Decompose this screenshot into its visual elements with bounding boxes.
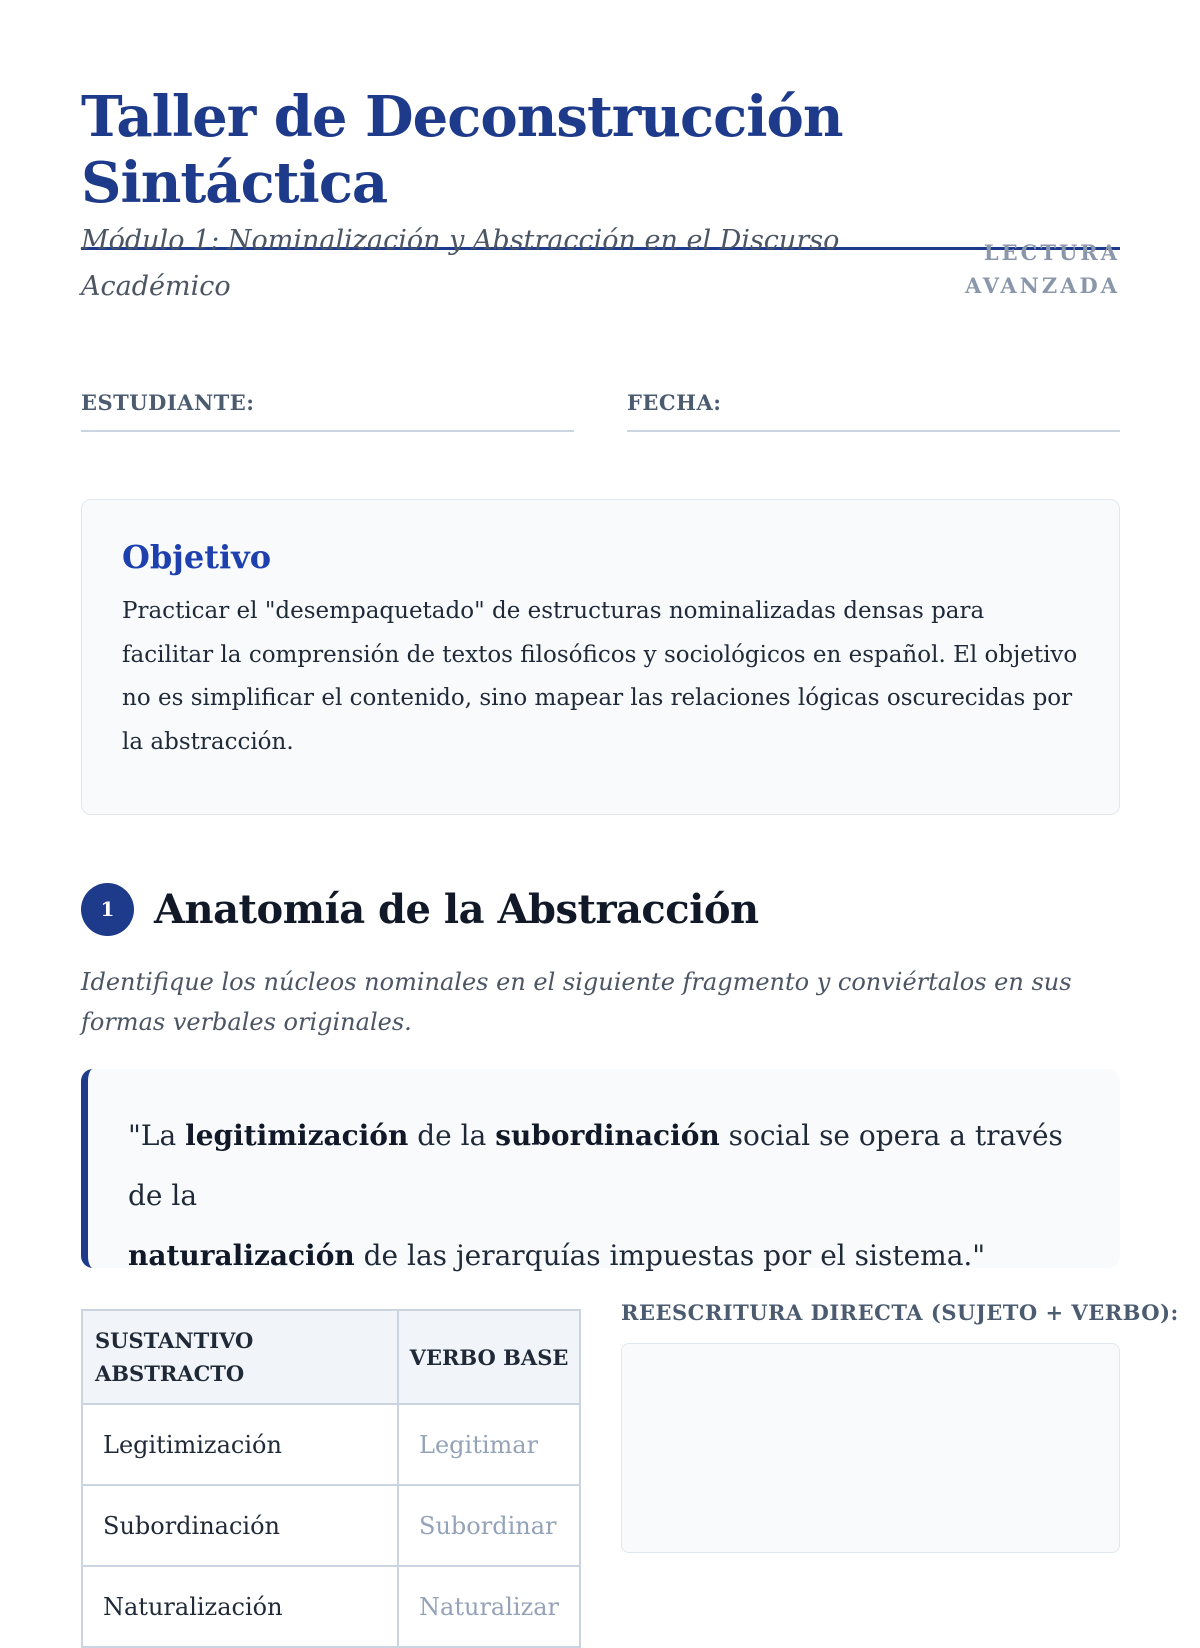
quote-block <box>81 1069 1120 1272</box>
noun-cell: Naturalización <box>82 1566 398 1647</box>
section-1-heading <box>81 882 759 936</box>
rewrite-section <box>621 1300 1179 1553</box>
student-name-field[interactable] <box>81 390 574 432</box>
worksheet-page <box>81 0 1179 1621</box>
verb-answer-cell[interactable]: Subordinar <box>398 1485 580 1566</box>
quote-text: de la <box>408 1119 496 1152</box>
date-field[interactable] <box>627 390 1120 432</box>
date-label: FECHA: <box>627 390 722 415</box>
rewrite-label: REESCRITURA DIRECTA (SUJETO + VERBO): <box>621 1300 1179 1325</box>
level-badge-line: AVANZADA <box>964 273 1120 298</box>
column-header-verb: VERBO BASE <box>398 1310 580 1404</box>
noun-verb-table <box>81 1309 581 1648</box>
worksheet-header <box>81 0 1120 302</box>
page-subtitle: Módulo 1: Nominalización y Abstracción en el Discurso Académico <box>81 225 840 302</box>
section-number-badge: 1 <box>81 883 134 936</box>
noun-cell: Legitimización <box>82 1404 398 1485</box>
column-header-noun: SUSTANTIVO ABSTRACTO <box>82 1310 398 1404</box>
table-header-row <box>82 1310 580 1404</box>
objective-box <box>81 499 1120 815</box>
verb-answer-cell[interactable]: Naturalizar <box>398 1566 580 1647</box>
level-badge <box>965 236 1120 302</box>
noun-cell: Subordinación <box>82 1485 398 1566</box>
table-row <box>82 1404 580 1485</box>
page-title: Taller de Deconstrucción Sintáctica <box>81 84 843 216</box>
section-instruction: Identifique los núcleos nominales en el siguiente fragmento y conviértalos en sus formas verbales originales. <box>81 968 1072 1036</box>
quote-keyword: naturalización <box>128 1239 355 1272</box>
student-name-label: ESTUDIANTE: <box>81 390 255 415</box>
objective-text: Practicar el "desempaquetado" de estructuras nominalizadas densas para facilitar la comprensión de textos filosóficos y sociológicos en español. El objetivo no es simplificar el contenido, sino mapear las relaciones lógicas oscurecidas por la abstracción. <box>122 598 1078 755</box>
rewrite-answer-box[interactable] <box>621 1343 1120 1553</box>
level-badge-line: LECTURA <box>983 240 1120 265</box>
verb-answer-cell[interactable]: Legitimar <box>398 1404 580 1485</box>
quote-keyword: legitimización <box>185 1119 409 1152</box>
section-title: Anatomía de la Abstracción <box>154 885 759 933</box>
objective-title: Objetivo <box>122 538 272 576</box>
quote-text: "La <box>128 1119 186 1152</box>
table-row <box>82 1485 580 1566</box>
quote-text: de las jerarquías impuestas por el sistema." <box>354 1239 986 1272</box>
student-info-fields <box>81 390 1120 432</box>
table-row <box>82 1566 580 1647</box>
quote-text: social se opera a través de la <box>128 1119 1063 1212</box>
quote-keyword: subordinación <box>495 1119 720 1152</box>
